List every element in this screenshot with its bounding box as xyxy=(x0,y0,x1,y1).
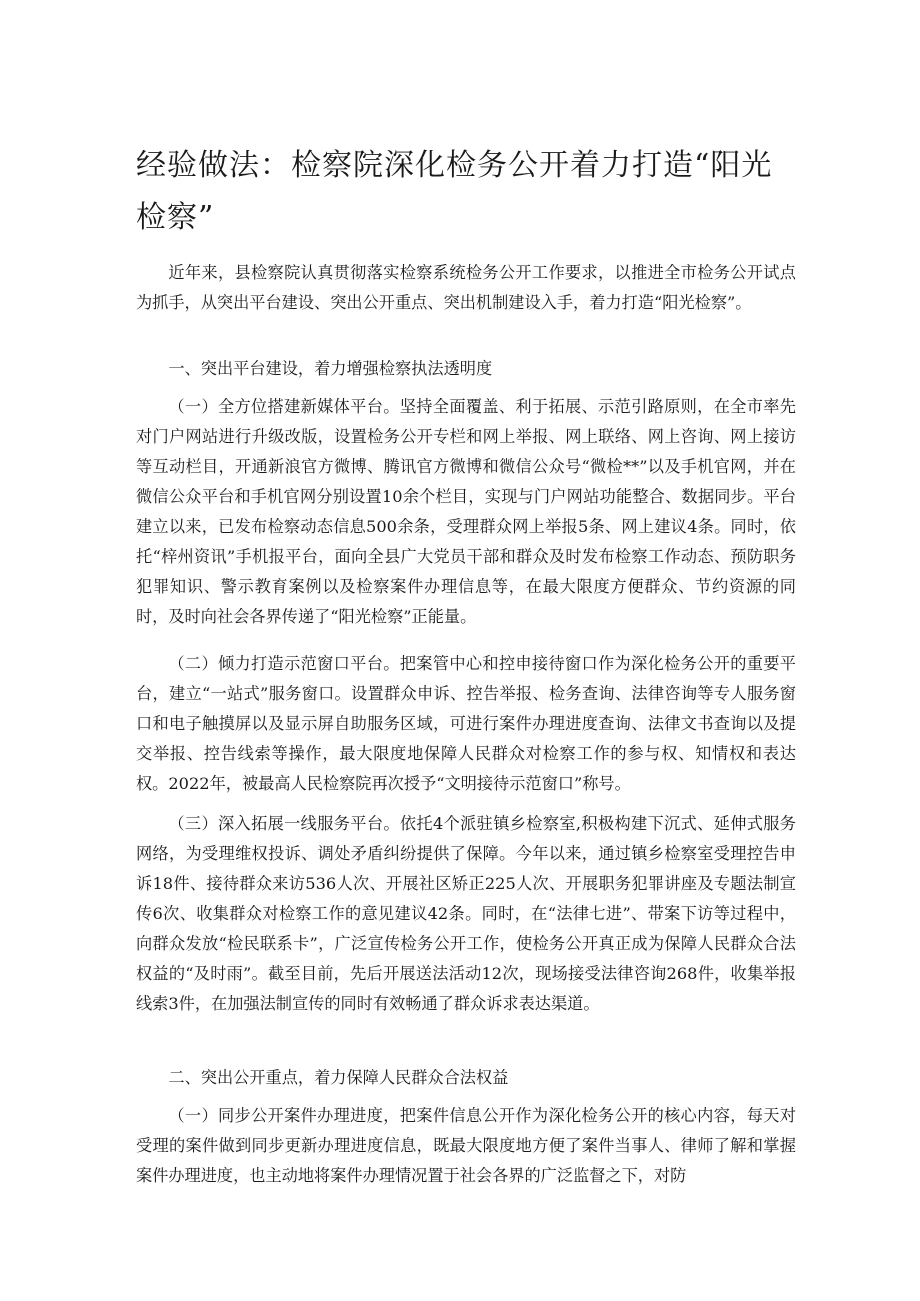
section1-heading: 一、突出平台建设，着力增强检察执法透明度 xyxy=(168,359,493,378)
section2-heading: 二、突出公开重点，着力保障人民群众合法权益 xyxy=(168,1068,509,1087)
section2-paragraph-1: （一）同步公开案件办理进度，把案件信息公开作为深化检务公开的核心内容，每天对受理的案件做到同步更新办理进度信息，既最大限度地方便了案件当事人、律师了解和掌握案件办理进度，也主动地将案件办理情况置于社会各界的广泛监督之下，对防 xyxy=(136,1106,796,1185)
intro-paragraph: 近年来，县检察院认真贯彻落实检察系统检务公开工作要求，以推进全市检务公开试点为抓手，从突出平台建设、突出公开重点、突出机制建设入手，着力打造“阳光检察”。 xyxy=(136,263,796,312)
section1-paragraph-3: （三）深入拓展一线服务平台。依托4个派驻镇乡检察室,积极构建下沉式、延伸式服务网络，为受理维权投诉、调处矛盾纠纷提供了保障。今年以来，通过镇乡检察室受理控告申诉18件、接待群众来访536人次、开展社区矫正225人次、开展职务犯罪讲座及专题法制宣传6次、收集群众对检察工作的意见建议42条。同时，在“法律七进”、带案下访等过程中，向群众发放“检民联系卡”，广泛宣传检务公开工作，使检务公开真正成为保障人民群众合法权益的“及时雨”。截至目前，先后开展送法活动12次，现场接受法律咨询268件，收集举报线索3件，在加强法制宣传的同时有效畅通了群众诉求表达渠道。 xyxy=(136,814,796,1013)
document-title: 经验做法：检察院深化检务公开着力打造“阳光检察” xyxy=(136,148,773,235)
section1-paragraph-2: （二）倾力打造示范窗口平台。把案管中心和控申接待窗口作为深化检务公开的重要平台，建立“一站式”服务窗口。设置群众申诉、控告举报、检务查询、法律咨询等专人服务窗口和电子触摸屏以及显示屏自助服务区域，可进行案件办理进度查询、法律文书查询以及提交举报、控告线索等操作，最大限度地保障人民群众对检察工作的参与权、知情权和表达权。2022年，被最高人民检察院再次授予“文明接待示范窗口”称号。 xyxy=(136,654,796,793)
section1-paragraph-1: （一）全方位搭建新媒体平台。坚持全面覆盖、利于拓展、示范引路原则，在全市率先对门户网站进行升级改版，设置检务公开专栏和网上举报、网上联络、网上咨询、网上接访等互动栏目，开通新浪官方微博、腾讯官方微博和微信公众号“微检**”以及手机官网，并在微信公众平台和手机官网分别设置10余个栏目，实现与门户网站功能整合、数据同步。平台建立以来，已发布检察动态信息500余条，受理群众网上举报5条、网上建议4条。同时，依托“梓州资讯”手机报平台，面向全县广大党员干部和群众及时发布检察工作动态、预防职务犯罪知识、警示教育案例以及检察案件办理信息等，在最大限度方便群众、节约资源的同时，及时向社会各界传递了“阳光检察”正能量。 xyxy=(136,397,796,626)
